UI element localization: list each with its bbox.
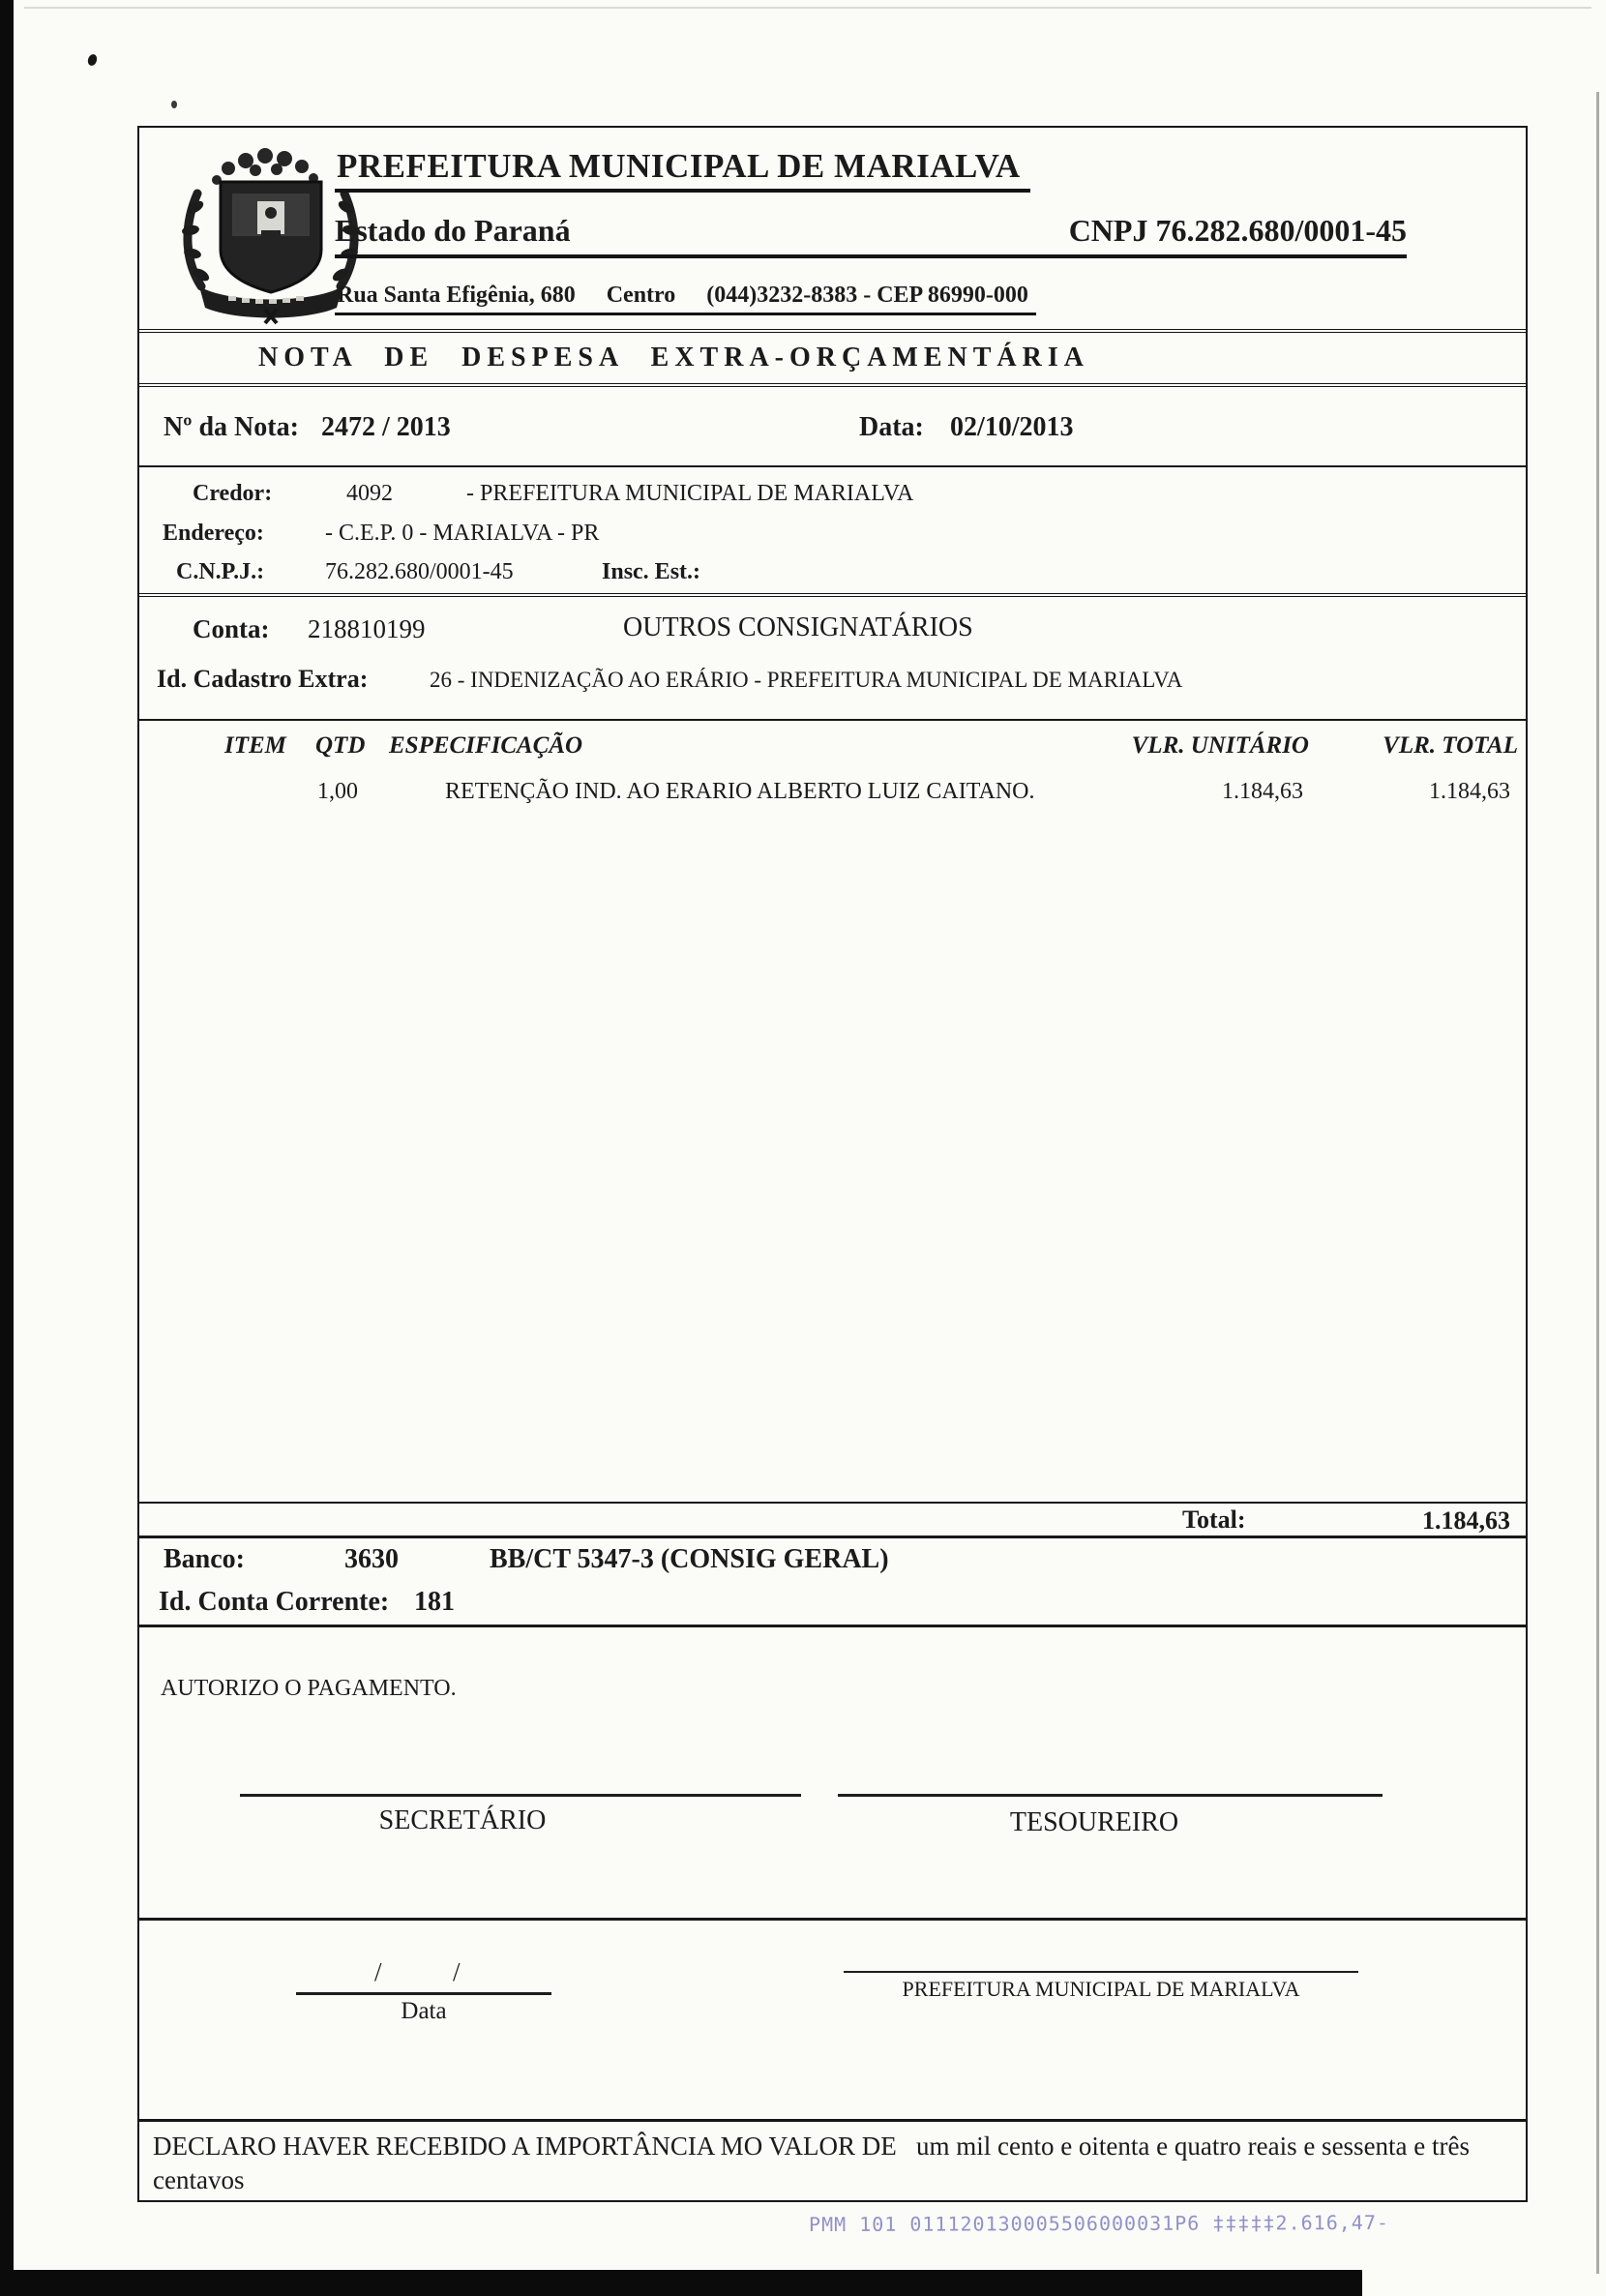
- org-address-row: [335, 283, 1036, 315]
- note-number-label: Nº da Nota:: [164, 412, 299, 442]
- treasurer-signature-line: [838, 1794, 1383, 1797]
- scan-ink-speck: [86, 53, 98, 67]
- bank-code: 3630: [344, 1544, 399, 1574]
- col-header-item: ITEM: [224, 732, 286, 759]
- creditor-name: - PREFEITURA MUNICIPAL DE MARIALVA: [466, 481, 914, 506]
- date-slash: /: [453, 1957, 461, 1986]
- bank-name: BB/CT 5347-3 (CONSIG GERAL): [490, 1544, 889, 1574]
- note-date-label: Data:: [859, 412, 924, 442]
- expense-note-form: [137, 126, 1528, 2202]
- authorization-text: AUTORIZO O PAGAMENTO.: [161, 1676, 457, 1701]
- total-row: [139, 1502, 1526, 1538]
- account-number: 218810199: [308, 614, 426, 643]
- org-title: PREFEITURA MUNICIPAL DE MARIALVA: [335, 147, 1030, 193]
- creditor-address-label: Endereço:: [163, 521, 264, 546]
- account-name: OUTROS CONSIGNATÁRIOS: [623, 612, 973, 642]
- org-cnpj: CNPJ 76.282.680/0001-45: [1068, 213, 1407, 248]
- entity-label: PREFEITURA MUNICIPAL DE MARIALVA: [902, 1977, 1300, 2001]
- declaration-lead: DECLARO HAVER RECEBIDO A IMPORTÂNCIA MO VALOR DE: [153, 2132, 897, 2161]
- scan-bottom-black-band: [12, 2270, 1362, 2296]
- note-number-row: [139, 387, 1526, 467]
- org-subtitle-row: [335, 213, 1407, 258]
- col-header-unit-value: VLR. UNITÁRIO: [1131, 732, 1309, 759]
- receipt-block: [139, 1921, 1526, 2119]
- creditor-label: Credor:: [193, 481, 273, 506]
- document-title-band: [139, 329, 1526, 387]
- org-address-phone-cep: (044)3232-8383 - CEP 86990-000: [706, 283, 1028, 308]
- checking-account-label: Id. Conta Corrente:: [159, 1587, 390, 1617]
- entity-signature-line: [844, 1971, 1358, 1973]
- bank-block: [139, 1538, 1526, 1627]
- date-slash: /: [374, 1957, 382, 1986]
- total-label: Total:: [1182, 1506, 1246, 1534]
- scan-top-edge-line: [24, 7, 1591, 9]
- creditor-block: [139, 467, 1526, 597]
- extra-register-label: Id. Cadastro Extra:: [157, 665, 369, 693]
- creditor-code: 4092: [346, 481, 393, 506]
- note-date-value: 02/10/2013: [950, 412, 1074, 442]
- col-header-spec: ESPECIFICAÇÃO: [389, 732, 583, 759]
- note-number-value: 2472 / 2013: [321, 412, 451, 442]
- document-title: NOTA DE DESPESA EXTRA-ORÇAMENTÁRIA: [257, 343, 1089, 373]
- account-block: [139, 597, 1526, 721]
- date-line: [296, 1992, 551, 1995]
- item-total-value: 1.184,63: [1429, 779, 1510, 804]
- declaration-amount-words: um mil cento e oitenta e quatro reais e sessenta e três centavos: [153, 2132, 1471, 2195]
- creditor-cnpj-value: 76.282.680/0001-45: [325, 559, 514, 584]
- authorization-block: [139, 1627, 1526, 1921]
- secretary-label: SECRETÁRIO: [378, 1805, 547, 1835]
- account-label: Conta:: [193, 614, 270, 643]
- state-registration-label: Insc. Est.:: [602, 559, 701, 584]
- total-value: 1.184,63: [1422, 1506, 1510, 1535]
- item-spec: RETENÇÃO IND. AO ERARIO ALBERTO LUIZ CAITANO.: [445, 779, 1035, 804]
- org-state: Estado do Paraná: [335, 213, 571, 248]
- creditor-address-value: - C.E.P. 0 - MARIALVA - PR: [325, 521, 600, 546]
- scan-left-black-band: [0, 0, 14, 2296]
- extra-register-value: 26 - INDENIZAÇÃO AO ERÁRIO - PREFEITURA MUNICIPAL DE MARIALVA: [430, 668, 1183, 692]
- form-header: [139, 128, 1526, 329]
- org-address-district: Centro: [606, 283, 676, 308]
- bank-validation-stamp: PMM 101 011120130005506000031P6 ‡‡‡‡‡2.616,47-: [808, 2210, 1389, 2237]
- declaration-block: [139, 2119, 1526, 2200]
- col-header-total-value: VLR. TOTAL: [1383, 732, 1518, 759]
- items-table: [139, 721, 1526, 1502]
- scan-right-edge-line: [1596, 92, 1599, 2274]
- org-address-street: Rua Santa Efigênia, 680: [337, 283, 576, 308]
- col-header-qtd: QTD: [315, 732, 366, 759]
- bank-label: Banco:: [164, 1544, 245, 1574]
- scan-ink-speck: [171, 101, 177, 108]
- checking-account-id: 181: [414, 1587, 455, 1617]
- creditor-cnpj-label: C.N.P.J.:: [176, 559, 265, 584]
- treasurer-label: TESOUREIRO: [1009, 1807, 1179, 1837]
- item-unit-value: 1.184,63: [1222, 779, 1303, 804]
- date-label: Data: [401, 1998, 447, 2024]
- secretary-signature-line: [240, 1794, 801, 1797]
- item-qtd: 1,00: [317, 779, 358, 804]
